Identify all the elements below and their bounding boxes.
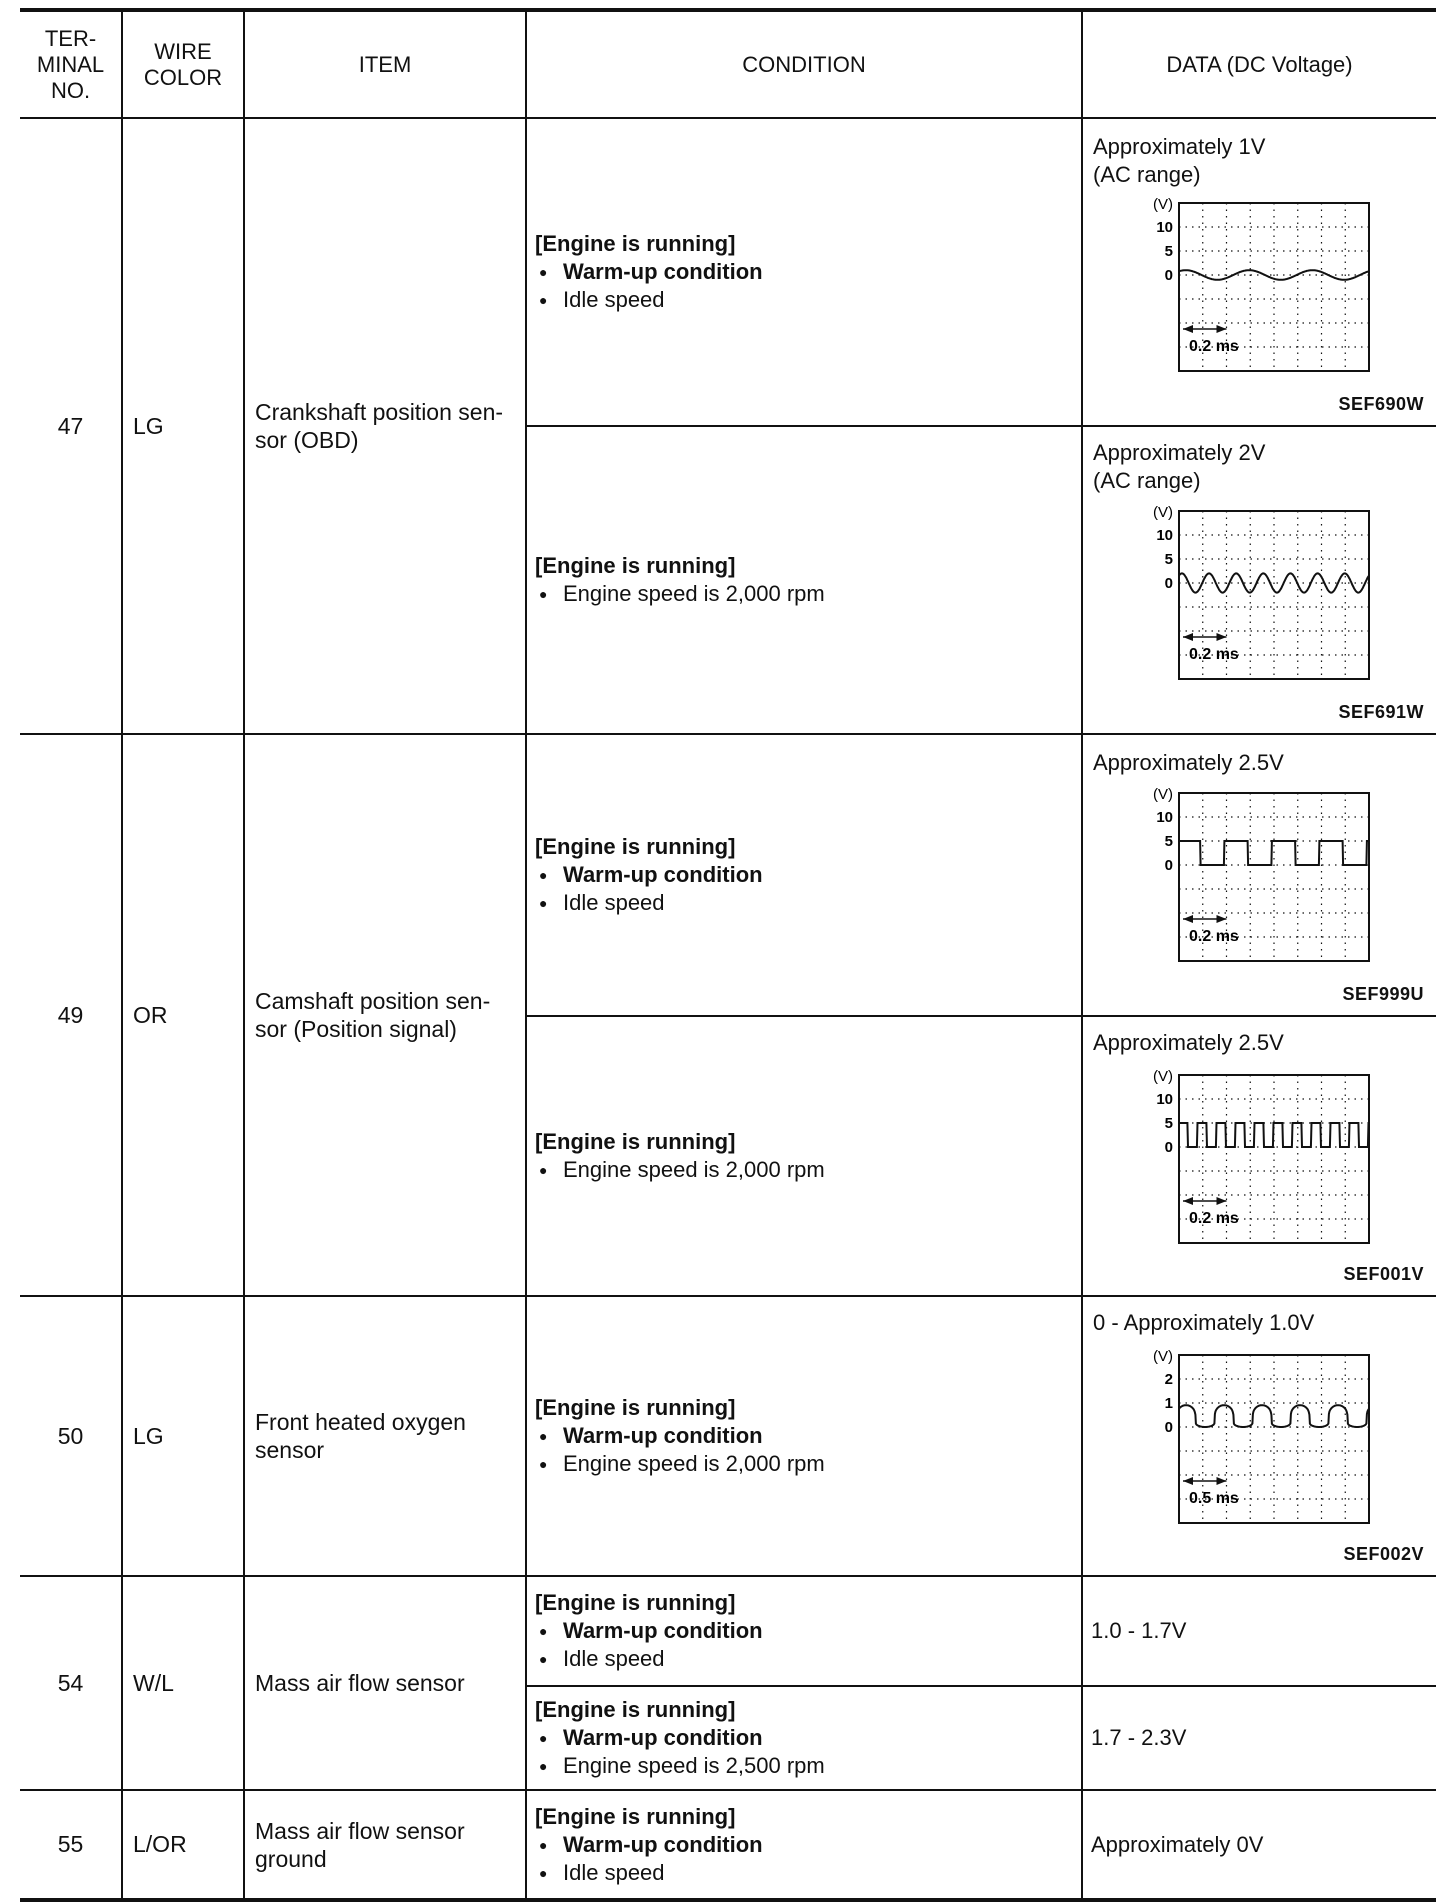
item-name: Crankshaft position sen- sor (OBD) [244, 118, 526, 734]
header-condition: CONDITION [526, 10, 1082, 118]
terminal-number: 47 [20, 118, 122, 734]
wire-color: OR [122, 734, 244, 1296]
time-marker-arrow [1217, 1477, 1227, 1485]
y-tick-label: 5 [1164, 551, 1173, 568]
y-tick-label: 0 [1164, 1419, 1173, 1436]
condition-bullet: ● Warm-up condition [535, 1422, 1081, 1450]
time-scale-label: 0.2 ms [1189, 1210, 1239, 1227]
terminal-spec-table [20, 8, 1436, 1902]
y-tick-label: 1 [1164, 1395, 1173, 1412]
time-marker-arrow [1217, 633, 1227, 641]
table-row [20, 1790, 1436, 1900]
figure-code: SEF691W [1338, 702, 1424, 722]
time-scale-label: 0.2 ms [1189, 928, 1239, 945]
condition-bullet: ● Warm-up condition [535, 861, 1081, 889]
wire-color: W/L [122, 1576, 244, 1790]
oscilloscope-waveform [1121, 781, 1391, 963]
header-terminal-no: TER- MINAL NO. [20, 10, 122, 118]
figure-code: SEF690W [1338, 394, 1424, 414]
y-axis-unit: (V) [1153, 196, 1173, 213]
oscilloscope-waveform [1121, 499, 1391, 681]
header-row [20, 10, 1436, 118]
wire-color: LG [122, 1296, 244, 1576]
y-axis-unit: (V) [1153, 504, 1173, 521]
item-name: Mass air flow sensor ground [244, 1790, 526, 1900]
data-cell [1082, 118, 1436, 426]
condition-cell [526, 1016, 1082, 1296]
header-data: DATA (DC Voltage) [1082, 10, 1436, 118]
condition-bullet: ● Warm-up condition [535, 258, 1081, 286]
table-row [20, 734, 1436, 1016]
table-row [20, 1296, 1436, 1576]
condition-bullet: ● Engine speed is 2,500 rpm [535, 1752, 1081, 1780]
wire-color: LG [122, 118, 244, 734]
data-value: Approximately 2V (AC range) [1093, 440, 1266, 493]
y-axis-unit: (V) [1153, 786, 1173, 803]
condition-cell [526, 1790, 1082, 1900]
data-value: Approximately 2.5V [1093, 1030, 1284, 1055]
time-marker-arrow [1183, 325, 1193, 333]
data-value: 1.0 - 1.7V [1091, 1618, 1187, 1643]
data-cell [1082, 1686, 1436, 1790]
oscilloscope-waveform [1121, 1063, 1391, 1245]
data-cell [1082, 1296, 1436, 1576]
y-tick-label: 10 [1156, 1091, 1173, 1108]
condition-heading: [Engine is running] [535, 1395, 736, 1420]
y-tick-label: 5 [1164, 833, 1173, 850]
condition-bullet: ● Warm-up condition [535, 1724, 1081, 1752]
header-item: ITEM [244, 10, 526, 118]
time-marker-arrow [1183, 915, 1193, 923]
item-name: Front heated oxygen sensor [244, 1296, 526, 1576]
data-value: Approximately 1V (AC range) [1093, 134, 1266, 187]
condition-cell [526, 426, 1082, 734]
header-wire-color: WIRE COLOR [122, 10, 244, 118]
y-tick-label: 5 [1164, 1115, 1173, 1132]
y-tick-label: 10 [1156, 219, 1173, 236]
y-axis-unit: (V) [1153, 1068, 1173, 1085]
time-marker-arrow [1217, 915, 1227, 923]
time-marker-arrow [1217, 325, 1227, 333]
data-cell [1082, 1016, 1436, 1296]
terminal-number: 49 [20, 734, 122, 1296]
waveform-line [1179, 1123, 1369, 1147]
condition-cell [526, 734, 1082, 1016]
condition-bullet: ● Idle speed [535, 889, 1081, 917]
condition-bullet: ● Idle speed [535, 286, 1081, 314]
condition-heading: [Engine is running] [535, 1129, 736, 1154]
condition-heading: [Engine is running] [535, 1697, 736, 1722]
y-tick-label: 0 [1164, 857, 1173, 874]
y-axis-unit: (V) [1153, 1348, 1173, 1365]
figure-code: SEF001V [1343, 1264, 1424, 1284]
data-value: Approximately 0V [1091, 1831, 1264, 1857]
data-value: 0 - Approximately 1.0V [1093, 1310, 1315, 1335]
condition-bullet: ● Engine speed is 2,000 rpm [535, 1450, 1081, 1478]
condition-heading: [Engine is running] [535, 834, 736, 859]
y-tick-label: 0 [1164, 267, 1173, 284]
y-tick-label: 10 [1156, 527, 1173, 544]
data-cell [1082, 1790, 1436, 1900]
terminal-number: 50 [20, 1296, 122, 1576]
oscilloscope-waveform [1121, 1343, 1391, 1525]
y-tick-label: 5 [1164, 243, 1173, 260]
item-name: Mass air flow sensor [244, 1576, 526, 1790]
data-cell [1082, 1576, 1436, 1686]
time-scale-label: 0.5 ms [1189, 1490, 1239, 1507]
condition-bullet: ● Engine speed is 2,000 rpm [535, 580, 1081, 608]
condition-cell [526, 1296, 1082, 1576]
condition-heading: [Engine is running] [535, 1590, 736, 1615]
y-tick-label: 10 [1156, 809, 1173, 826]
condition-bullet: ● Idle speed [535, 1859, 1081, 1887]
time-marker-arrow [1183, 1197, 1193, 1205]
condition-bullet: ● Warm-up condition [535, 1617, 1081, 1645]
y-tick-label: 0 [1164, 575, 1173, 592]
condition-heading: [Engine is running] [535, 553, 736, 578]
time-marker-arrow [1183, 1477, 1193, 1485]
figure-code: SEF002V [1343, 1544, 1424, 1564]
condition-cell [526, 1686, 1082, 1790]
condition-bullet: ● Idle speed [535, 1645, 1081, 1673]
item-name: Camshaft position sen- sor (Position signal) [244, 734, 526, 1296]
terminal-number: 55 [20, 1790, 122, 1900]
table-row [20, 118, 1436, 426]
time-scale-label: 0.2 ms [1189, 338, 1239, 355]
condition-bullet: ● Warm-up condition [535, 1831, 1081, 1859]
condition-cell [526, 1576, 1082, 1686]
data-value: Approximately 2.5V [1093, 750, 1284, 775]
y-tick-label: 2 [1164, 1371, 1173, 1388]
wire-color: L/OR [122, 1790, 244, 1900]
data-cell [1082, 734, 1436, 1016]
time-marker-arrow [1217, 1197, 1227, 1205]
time-marker-arrow [1183, 633, 1193, 641]
oscilloscope-waveform [1121, 191, 1391, 373]
figure-code: SEF999U [1342, 984, 1424, 1004]
condition-heading: [Engine is running] [535, 231, 736, 256]
time-scale-label: 0.2 ms [1189, 646, 1239, 663]
data-value: 1.7 - 2.3V [1091, 1725, 1187, 1750]
table-row [20, 1576, 1436, 1686]
data-cell [1082, 426, 1436, 734]
condition-bullet: ● Engine speed is 2,000 rpm [535, 1156, 1081, 1184]
y-tick-label: 0 [1164, 1139, 1173, 1156]
terminal-number: 54 [20, 1576, 122, 1790]
condition-cell [526, 118, 1082, 426]
condition-heading: [Engine is running] [535, 1803, 736, 1829]
